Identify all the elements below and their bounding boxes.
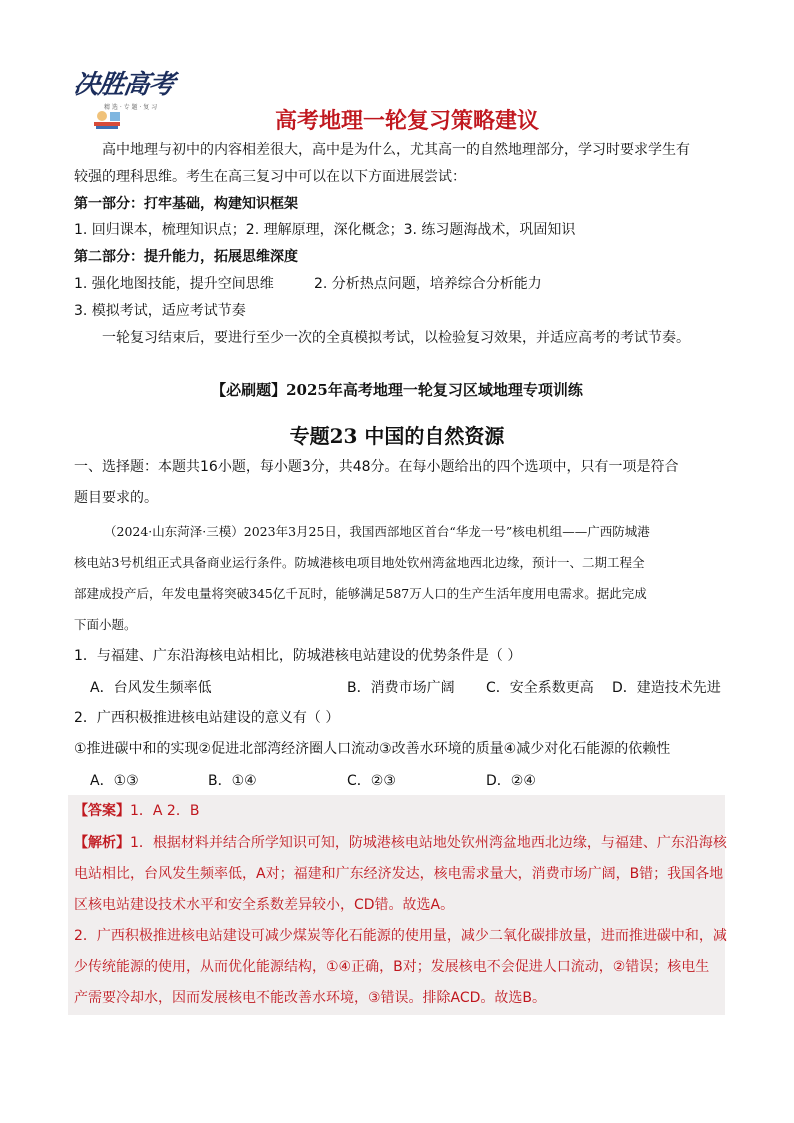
q2-option-d: D．②④ (486, 773, 536, 789)
analysis-label: 【解析】 (74, 835, 130, 851)
q1-option-b: B．消费市场广阔 (347, 680, 455, 696)
analysis-line-5: 少传统能源的使用，从而优化能源结构，①④正确，B对；发展核电不会促进人口流动，②错误；核电生 (74, 959, 710, 975)
logo-subtext: 精 选 · 专 题 · 复 习 (104, 104, 158, 111)
part2-heading: 第二部分：提升能力，拓展思维深度 (74, 249, 298, 265)
q1-option-c: C．安全系数更高 (486, 680, 594, 696)
analysis-line-1 (74, 833, 727, 853)
q1-stem: 1．与福建、广东沿海核电站相比，防城港核电站建设的优势条件是（ ） (74, 648, 522, 664)
page-title: 高考地理一轮复习策略建议 (274, 109, 539, 134)
q1-option-d: D．建造技术先进 (612, 680, 721, 696)
passage-line-1: （2024·山东菏泽·三模）2023年3月25日，我国西部地区首台“华龙一号”核电机组——广西防城港 (104, 524, 650, 539)
q1-option-a: A．台风发生频率低 (90, 680, 212, 696)
q2-option-b: B．①④ (208, 773, 257, 789)
q2-statements: ①推进碳中和的实现②促进北部湾经济圈人口流动③改善水环境的质量④减少对化石能源的依赖性 (74, 741, 671, 757)
analysis-line-4: 2．广西积极推进核电站建设可减少煤炭等化石能源的使用量，减少二氧化碳排放量，进而推进碳中和，减 (74, 928, 727, 944)
intro-line-2: 较强的理科思维。考生在高三复习中可以在以下方面进展尝试： (74, 169, 466, 185)
logo-text: 决胜高考 (71, 70, 176, 100)
passage-line-2: 核电站3号机组正式具备商业运行条件。防城港核电项目地处钦州湾盆地西北边缘，预计一、二期工程全 (74, 555, 645, 570)
part2-item-3: 3. 模拟考试，适应考试节奏 (74, 303, 246, 319)
part2-item-1: 1. 强化地图技能，提升空间思维 (74, 276, 274, 292)
part2-item-2: 2. 分析热点问题，培养综合分析能力 (314, 276, 542, 292)
q2-option-c: C．②③ (347, 773, 396, 789)
passage-line-4: 下面小题。 (74, 617, 137, 632)
section-instruction-1: 一、选择题：本题共16小题，每小题3分，共48分。在每小题给出的四个选项中，只有一项是符合 (74, 459, 679, 475)
analysis-line-2: 电站相比，台风发生频率低，A对；福建和广东经济发达，核电需求量大，消费市场广阔，B错；我国各地 (74, 866, 724, 882)
series-title: 【必刷题】2025年高考地理一轮复习区域地理专项训练 (211, 381, 583, 399)
section-instruction-2: 题目要求的。 (74, 490, 158, 506)
topic-title: 专题23 中国的自然资源 (289, 424, 505, 448)
analysis-line-6: 产需要冷却水，因而发展核电不能改善水环境，③错误。排除ACD。故选B。 (74, 990, 547, 1006)
q2-stem: 2．广西积极推进核电站建设的意义有（ ） (74, 710, 340, 726)
analysis-text-1: 1．根据材料并结合所学知识可知，防城港核电站地处钦州湾盆地西北边缘，与福建、广东沿海核 (130, 835, 727, 851)
part1-items: 1. 回归课本，梳理知识点；2. 理解原理，深化概念；3. 练习题海战术，巩固知识 (74, 222, 576, 238)
part1-heading: 第一部分：打牢基础，构建知识框架 (74, 196, 298, 212)
intro-line-1: 高中地理与初中的内容相差很大，高中是为什么，尤其高一的自然地理部分，学习时要求学生有 (102, 142, 690, 158)
part2-note: 一轮复习结束后，要进行至少一次的全真模拟考试，以检验复习效果，并适应高考的考试节奏。 (102, 330, 690, 346)
answer-text: 1．A 2．B (130, 803, 200, 819)
passage-line-3: 部建成投产后，年发电量将突破345亿千瓦时，能够满足587万人口的生产生活年度用电需求。据此完成 (74, 586, 647, 601)
analysis-line-3: 区核电站建设技术水平和安全系数差异较小，CD错。故选A。 (74, 897, 455, 913)
answer-line (74, 801, 199, 821)
answer-label: 【答案】 (74, 803, 130, 819)
q2-option-a: A．①③ (90, 773, 139, 789)
